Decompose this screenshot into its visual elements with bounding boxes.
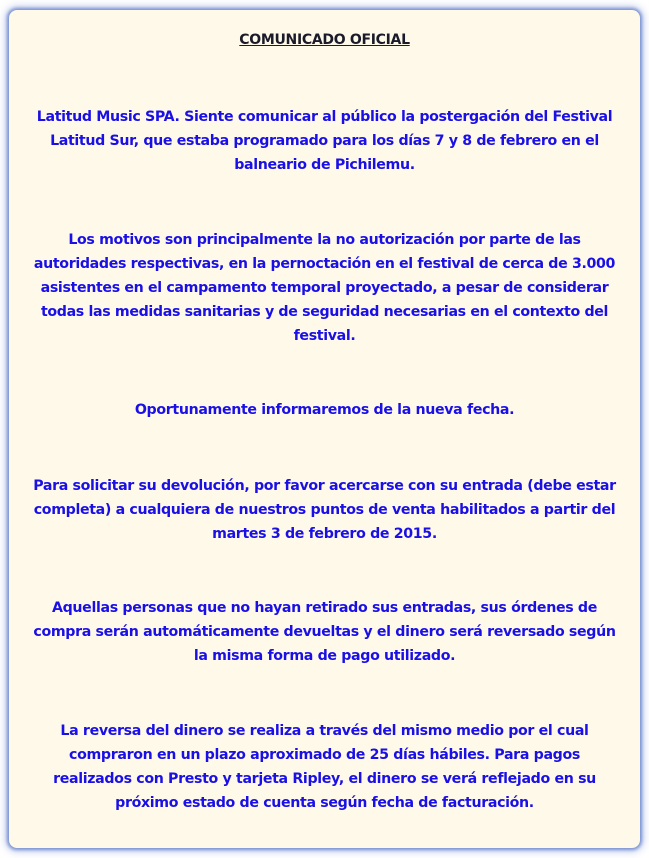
paragraph-reasons: Los motivos son principalmente la no autorización por parte de las autoridades respectivas, en la pernoctación en el festival de cerca de 3.000 asistentes en el campamento temporal proyectado, a pesar de considerar todas las medidas sanitarias y de seguridad necesarias en el contexto del festival. [33,232,616,344]
official-statement-card [9,10,640,848]
statement-title: COMUNICADO OFICIAL [239,32,410,48]
paragraph-refund-request: Para solicitar su devolución, por favor acercarse con su entrada (debe estar completa) a cualquiera de nuestros puntos de venta habilitados a partir del martes 3 de febrero de 2015. [33,478,616,542]
paragraph-new-date: Oportunamente informaremos de la nueva fecha. [134,402,515,418]
paragraph-postponement: Latitud Music SPA. Siente comunicar al público la postergación del Festival Latitud Sur, que estaba programado para los días 7 y 8 de febrero en el balneario de Pichilemu. [36,109,613,173]
paragraph-refund-timing: La reversa del dinero se realiza a través del mismo medio por el cual compraron en un plazo aproximado de 25 días hábiles. Para pagos realizados con Presto y tarjeta Ripley, el dinero se verá reflejado en su próximo estado de cuenta según fecha de facturación. [53,723,596,811]
paragraph-automatic-refund: Aquellas personas que no hayan retirado sus entradas, sus órdenes de compra serán automáticamente devueltas y el dinero será reversado según la misma forma de pago utilizado. [33,600,616,664]
